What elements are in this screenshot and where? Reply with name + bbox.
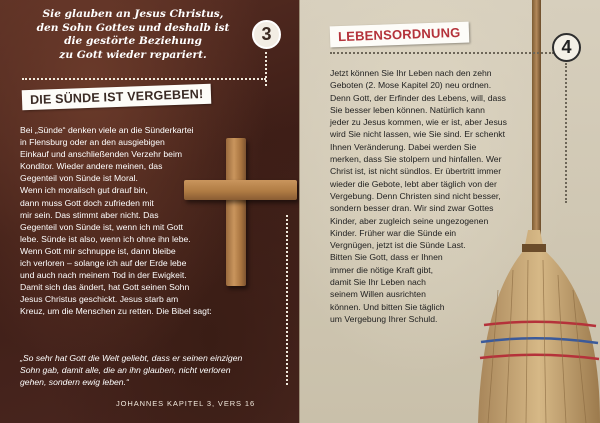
body-text-right	[330, 67, 556, 325]
dotted-line	[330, 52, 554, 54]
text-line: Kinder. Früher war die Sünde ein	[330, 227, 457, 238]
intro-line: zu Gott wieder repariert.	[59, 48, 207, 61]
text-line: Vergnügen, jetzt ist die Sünde Last.	[330, 240, 466, 251]
intro-line: Sie glauben an Jesus Christus,	[42, 8, 224, 20]
quote-line: „So sehr hat Gott die Welt geliebt, dass er seinen einzigen	[20, 353, 243, 363]
page-number-4: 4	[552, 33, 581, 62]
text-line: Bitten Sie Gott, dass er Ihnen	[330, 252, 443, 263]
text-line: immer die nötige Kraft gibt,	[330, 264, 434, 275]
dotted-line	[265, 52, 267, 86]
text-line: Denn Gott, der Erfinder des Lebens, will, dass	[330, 92, 506, 103]
heading-sin-forgiven: DIE SÜNDE IST VERGEBEN!	[22, 84, 212, 111]
text-line: sondern besser dran. Wir sind zwar Gottes	[330, 203, 494, 214]
quote-line: Sohn gab, damit alle, die an ihn glauben, nicht verloren	[20, 365, 231, 375]
text-line: damit Sie Ihr Leben nach	[330, 277, 426, 288]
text-line: können. Und bitten Sie täglich	[330, 301, 445, 312]
bible-reference: JOHANNES KAPITEL 3, VERS 16	[116, 399, 256, 408]
text-line: jeder zu Jesus kommen, wie er ist, aber Jesus	[330, 117, 507, 128]
text-line: lebe. Sünde ist also, wenn ich ohne ihn lebe.	[20, 233, 191, 244]
text-line: und auch nach meinem Tod in der Ewigkeit.	[20, 270, 187, 281]
dotted-line	[22, 78, 266, 80]
text-line: Einkauf und anschließenden Verzehr beim	[20, 149, 183, 160]
text-line: Jesus Christus geschickt. Jesus starb am	[20, 294, 179, 305]
text-line: Geboten (2. Mose Kapitel 20) neu ordnen.	[330, 80, 492, 91]
bible-quote	[20, 352, 278, 388]
text-line: Gegenteil von Sünde ist Moral.	[20, 173, 138, 184]
text-line: Wenn ich moralisch gut drauf bin,	[20, 185, 148, 196]
page-number-3: 3	[252, 20, 281, 49]
text-line: merken, dass Sie stolpern und hinfallen. Wer	[330, 154, 502, 165]
right-page	[300, 0, 600, 423]
text-line: wieder die Gebote, lebt aber täglich von der	[330, 178, 497, 189]
text-line: seinem Willen ausrichten	[330, 289, 426, 300]
intro-line: die gestörte Beziehung	[64, 35, 202, 47]
text-line: dann muss Gott doch zufrieden mit	[20, 197, 154, 208]
text-line: Vergebung. Denn Christen sind nicht besser,	[330, 190, 501, 201]
text-line: um Vergebung Ihrer Schuld.	[330, 313, 438, 324]
text-line: Wenn Gott mir schnuppe ist, dann bleibe	[20, 245, 176, 256]
text-line: Damit sich das ändert, hat Gott seinen Sohn	[20, 282, 190, 293]
body-text-left	[20, 124, 288, 318]
text-line: Kinder, aber zugleich seine ungezogenen	[330, 215, 489, 226]
text-line: wird Sie nicht lassen, wie Sie sind. Er schenkt	[330, 129, 505, 140]
text-line: ich verloren – solange ich auf der Erde lebe	[20, 258, 187, 269]
dotted-line	[565, 63, 567, 203]
text-line: Kreuz, um die Menschen zu retten. Die Bibel sagt:	[20, 306, 212, 317]
text-line: Jetzt können Sie Ihr Leben nach den zehn	[330, 68, 492, 78]
text-line: mir sein. Das stimmt aber nicht. Das	[20, 209, 159, 220]
text-line: Ihnen Veränderung. Dabei werden Sie	[330, 141, 477, 152]
intro-line: den Sohn Gottes und deshalb ist	[36, 21, 230, 34]
text-line: Christ ist, ist nicht sündlos. Er übertritt immer	[330, 166, 502, 177]
text-line: in Flensburg oder an den ausgiebigen	[20, 137, 165, 148]
heading-life-order: LEBENSORDNUNG	[330, 22, 469, 48]
text-line: Bei „Sünde“ denken viele an die Sünderkartei	[20, 125, 194, 135]
text-line: Gegenteil von Sünde ist, wenn ich mit Gott	[20, 221, 184, 232]
quote-line: gehen, sondern ewig leben.“	[20, 377, 129, 387]
intro-text	[22, 8, 244, 62]
text-line: Sie besser leben können. Natürlich kann	[330, 104, 485, 115]
text-line: Konditor. Wieder andere meinen, das	[20, 161, 163, 172]
